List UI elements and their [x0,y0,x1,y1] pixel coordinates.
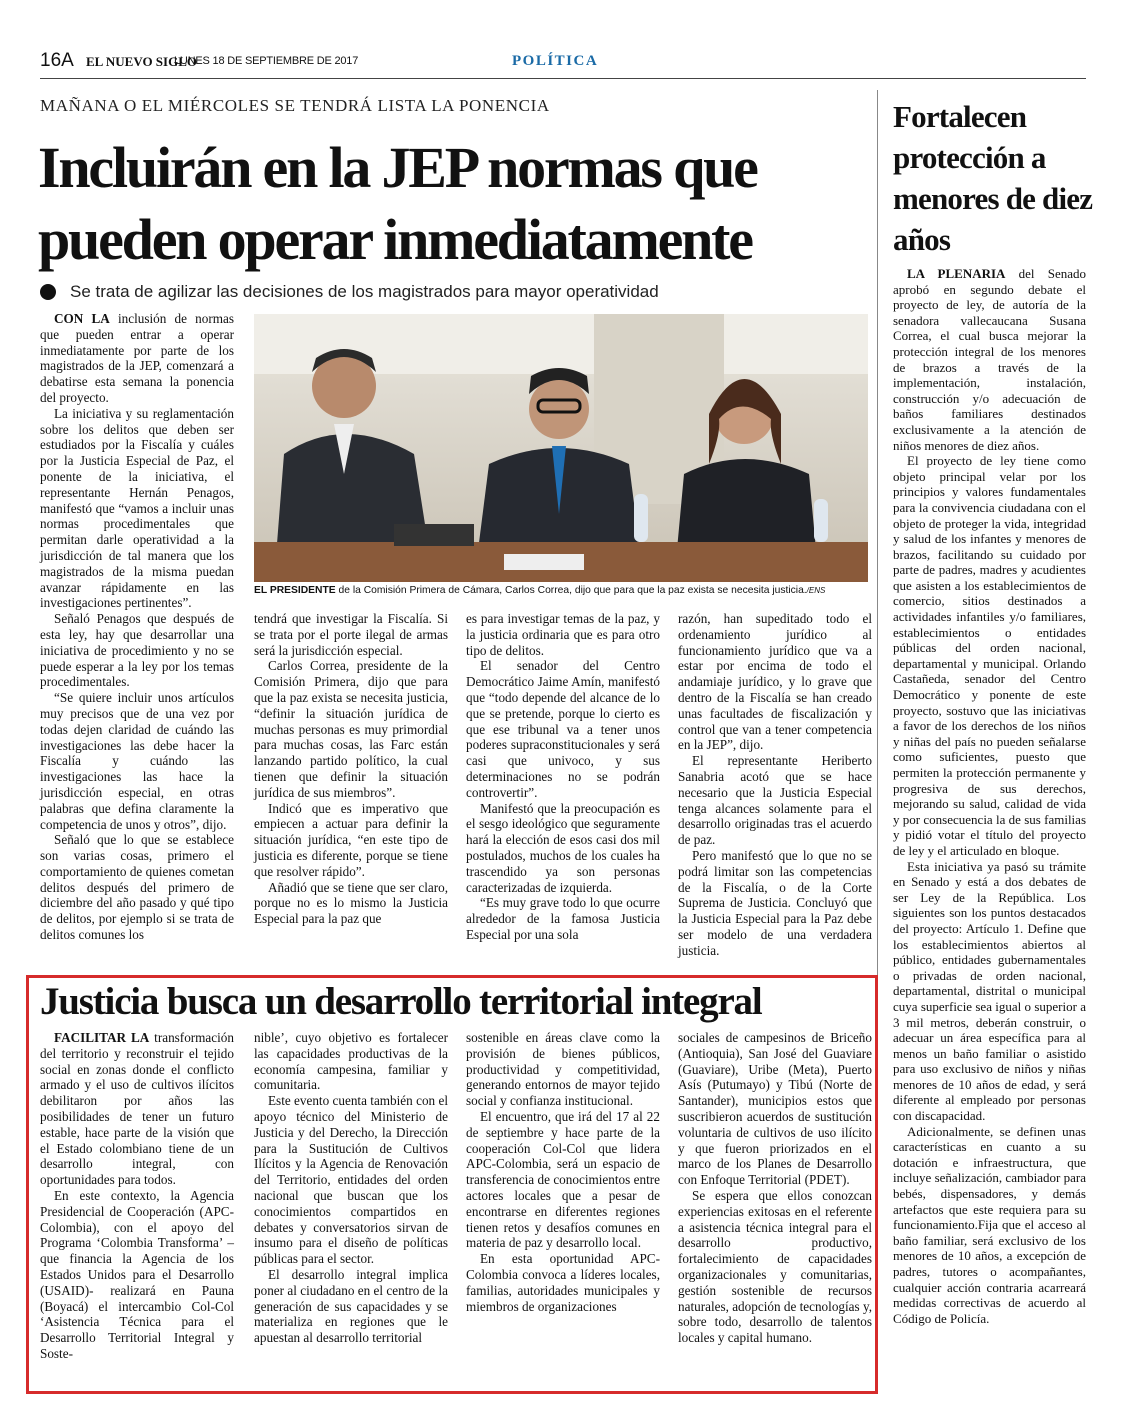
paragraph: Carlos Correa, presidente de la Comisión Primera, dijo que para que la paz exista se necesita justicia, “definir la situación jurídica de muchas personas es muy primordial para muchas cosas, las Farc están lanzando partido político, la cual tienen que definir la situación jurídica de sus miembros”. [254,658,448,800]
paragraph: Se espera que ellos conozcan experiencias exitosas en el referente a asistencia técnica integral para el desarrollo productivo, fortalecimiento de capacidades organizacionales y comunitarias, gestión sostenible de recursos naturales, adopción de tecnologías y, sobre todo, desarrollo de talentos locales y capital humano. [678,1187,872,1346]
caption-text: de la Comisión Primera de Cámara, Carlos Correa, dijo que para que la paz exista se necesita justicia. [335,585,807,596]
newspaper-name: EL NUEVO SIGLO [86,54,197,69]
paragraph: Este evento cuenta también con el apoyo técnico del Ministerio de Justicia y del Derecho, la Dirección para la Sustitución de Cultivos Ilícitos y la Agencia de Renovación del Territorio, entidades del orden nacional que buscan que los conocimientos compartidos en debates y conversatorios sirvan de insumo para el diseño de políticas públicas para el sector. [254,1093,448,1267]
paragraph: En esta oportunidad APC-Colombia convoca a líderes locales, familias, autoridades municipales y miembros de organizaciones [466,1251,660,1314]
photo-caption [254,584,874,597]
paragraph: sociales de campesinos de Briceño (Antioquia), San José del Guaviare (Guaviare), Uribe (Meta), Puerto Asís (Putumayo) y Tibú (Norte de Santander), municipios estos que suscribieron acuerdos de sustitución voluntaria de cultivos de uso ilícito y que fueron priorizados en el marco de los Planes de Desarrollo con Enfoque Territorial (PDET). [678,1030,872,1188]
paragraph: La iniciativa y su reglamentación sobre los delitos que deben ser estudiados por la Fiscalía y cuáles por la Justicia Especial de Paz, el ponente de la iniciativa, el representante Hernán Penagos, manifestó que “vamos a incluir unas normas procedimentales que permitan darle operatividad a la jurisdicción de tal manera que los magistrados de la misma puedan avanzar rápidamente en las investigaciones pertinentes”. [40,405,234,611]
lead-in: CON LA [54,311,110,326]
deck-text: Se trata de agilizar las decisiones de los magistrados para mayor operatividad [70,282,659,301]
paragraph: El encuentro, que irá del 17 al 22 de septiembre y hace parte de la cooperación Col-Col que lidera APC-Colombia, será un espacio de transferencia de conocimientos entre actores locales que a pesar de encontrarse en diferentes regiones tienen retos y desafíos comunes en materia de paz y desarrollo local. [466,1108,660,1251]
paragraph: Pero manifestó que lo que no se podrá limitar son las competencias de la Fiscalía, o de la Corte Suprema de Justicia. Concluyó que la Justicia Especial para la Paz debe ser modelo de una verdadera justicia. [678,847,872,958]
bullet-icon [40,284,56,300]
paragraph: “Se quiere incluir unos artículos muy precisos que de una vez por todas dejen claridad de cuándo las investigaciones las debe hacer la Fiscalía y cuándo las investigaciones las hace la jurisdicción especial, en otras palabras que defina claramente la competencia de unos y otros”, dijo. [40,690,234,832]
paragraph: Señaló que lo que se establece son varias cosas, primero el comportamiento de quienes cometan delitos después del primero de diciembre del año pasado y qué tipo de delitos, por ejemplo si se trata de delitos comunes los [40,832,234,943]
article-deck [40,282,860,302]
photo-illustration [254,314,868,582]
paragraph: es para investigar temas de la paz, y la justicia ordinaria que es para otro tipo de delitos. [466,611,660,658]
sidebar-headline: Fortalecen protección a menores de diez años [893,99,1093,257]
sidebar-body [893,266,1086,1326]
paragraph: Adicionalmente, se definen unas características en cuanto a su dotación e infraestructura, que incluye señalización, cambiador para bebés, dispensadores, y demás artefactos que este requiera para su funcionamiento.Fija que el acceso al baño familiar, será exclusivo de los menores de 10 años, a excepción de padres, tutores o acompañantes, cualquier acción contraria acarreará medidas correctivas de acuerdo al Código de Policía. [893,1123,1086,1326]
paragraph: El representante Heriberto Sanabria acotó que se hace necesario que la Justicia Especial tenga alcances solamente para el desarrollo originadas tras el acuerdo de paz. [678,753,872,848]
paragraph: sostenible en áreas clave como la provisión de bienes públicos, productividad y competitividad, generando entornos de mayor tejido social y confianza institucional. [466,1030,660,1109]
paragraph: El desarrollo integral implica poner al ciudadano en el centro de la generación de sus capacidades y se materializa en regiones que le apuestan al desarrollo territorial [254,1266,448,1346]
paragraph: Manifestó que la preocupación es el sesgo ideológico que seguramente hará la elección de esos casi dos mil postulados, muchos de los cuales ha trascendido ya son personas caracterizadas de izquierda. [466,800,660,895]
article-column-2 [254,611,448,927]
paragraph: transformación del territorio y reconstruir el tejido social en zonas donde el conflicto armado y el uso de cultivos ilícitos debilitaron por años las posibilidades de tener un futuro estable, hace parte de la visión que el Estado colombiano tiene de un desarrollo integral, con oportunidades para todos. [40,1030,234,1188]
boxed-column-2 [254,1030,448,1346]
paragraph: El senador del Centro Democrático Jaime Amín, manifestó que “todo depende del alcance de lo que se pretende, porque lo cierto es que ese tribunal va a tener unos poderes supraconstitucionales y será casi que univoco, y sus determinaciones no se podrán controvertir”. [466,658,660,800]
paragraph: Esta iniciativa ya pasó su trámite en Senado y está a dos debates de ser Ley de la República. Los siguientes son los puntos destacados del proyecto: Artículo 1. Define que los establecimientos abiertos al público, entidades gubernamentales o privadas de orden nacional, departamental, distrital o municipal cuya superficie sea igual o superior a 3 mil metros, deberán construir, o adecuar un área específica para al menos un baño familiar o asistido para uso exclusivo de niños y niñas menores de 10 años de edad, y será diferente al empleado por personas con discapacidad. [893,858,1086,1124]
paragraph: El proyecto de ley tiene como objeto principal velar por los principios y valores fundamentales para la convivencia ciudadana con el objeto de proteger la vida, integridad y salud de los infantes y menores de brazos, facilitando su cuidado por parte de padres, madres y acudientes que asisten a los establecimientos de comercio, sitios destinados a actividades infantiles y/o familiares, establecimientos o entidades públicas del orden nacional, departamental y municipal. Orlando Castañeda, senador del Centro Democrático y ponente de este proyecto, sostuvo que las iniciativas a favor de los derechos de los niños y niñas del país no pueden señalarse como suficientes, puesto que permiten la protección permanente y progresiva de sus derechos, mejorando su salud, calidad de vida y por consecuencia la de sus familias y pidió votar el título del proyecto de ley y el articulado en bloque. [893,453,1086,858]
paragraph: “Es muy grave todo lo que ocurre alrededor de la famosa Justicia Especial por una sola [466,895,660,942]
paragraph: tendrá que investigar la Fiscalía. Si se trata por el porte ilegal de armas será la jurisdicción especial. [254,611,448,658]
photo-credit: /ENS [806,586,826,595]
article-headline: Incluirán en la JEP normas que pueden operar inmediatamente [38,135,757,272]
article-column-1 [40,311,234,943]
article-column-3 [466,611,660,943]
boxed-column-3 [466,1030,660,1314]
paragraph: nible’, cuyo objetivo es fortalecer las capacidades productivas de la economía campesina, familiar y comunitaria. [254,1030,448,1093]
page-number: 16A [40,50,74,71]
page-header [40,48,1086,79]
publication-date: LUNES 18 DE SEPTIEMBRE DE 2017 [174,55,359,67]
article-kicker: MAÑANA O EL MIÉRCOLES SE TENDRÁ LISTA LA PONENCIA [40,96,550,115]
lead-in: FACILITAR LA [54,1030,150,1045]
lead-in: LA PLENARIA [907,266,1006,281]
article-photo [254,314,868,582]
boxed-column-1 [40,1030,234,1362]
section-label: POLÍTICA [512,53,599,69]
paragraph: En este contexto, la Agencia Presidencial de Cooperación (APC-Colombia), con el apoyo del Programa ‘Colombia Transforma’ –que financia la Agencia de los Estados Unidos para el Desarrollo (USAID)- realizará en Pauna (Boyacá) el intercambio Col-Col ‘Asistencia Técnica para el Desarrollo Territorial Integral y Soste- [40,1187,234,1361]
paragraph: razón, han supeditado todo el ordenamiento jurídico al funcionamiento jurídico que va a estar por encima de todo el andamiaje jurídico, y lo grave que dentro de la Fiscalía se han creado unas facultades de fiscalización y control que van a tener competencia en la JEP”, dijo. [678,611,872,753]
paragraph: del Senado aprobó en segundo debate el proyecto de ley, de autoría de la senadora vallecaucana Susana Correa, el cual busca mejorar la protección integral de los menores de brazos a través de la implementación, instalación, construcción y/o adecuación de baños familiares destinados exclusivamente a la atención de niños menores de diez años. [893,266,1086,453]
caption-lead: EL PRESIDENTE [254,585,336,596]
boxed-article-headline: Justicia busca un desarrollo territorial integral [40,980,762,1023]
paragraph: Señaló Penagos que después de esta ley, hay que desarrollar una iniciativa de procedimiento y no se puede esperar a la ley por los temas procedimentales. [40,611,234,690]
paragraph: inclusión de normas que pueden entrar a operar inmediatamente por parte de los magistrados de la JEP, comenzará a debatirse esta semana la ponencia del proyecto. [40,311,234,405]
article-column-4 [678,611,872,959]
paragraph: Indicó que es imperativo que empiecen a actuar para definir la situación jurídica, “en este tipo de justicia es diferente, porque se tiene que resolver rápido”. [254,800,448,879]
boxed-column-4 [678,1030,872,1346]
paragraph: Añadió que se tiene que ser claro, porque no es lo mismo la Justicia Especial para la paz que [254,879,448,927]
